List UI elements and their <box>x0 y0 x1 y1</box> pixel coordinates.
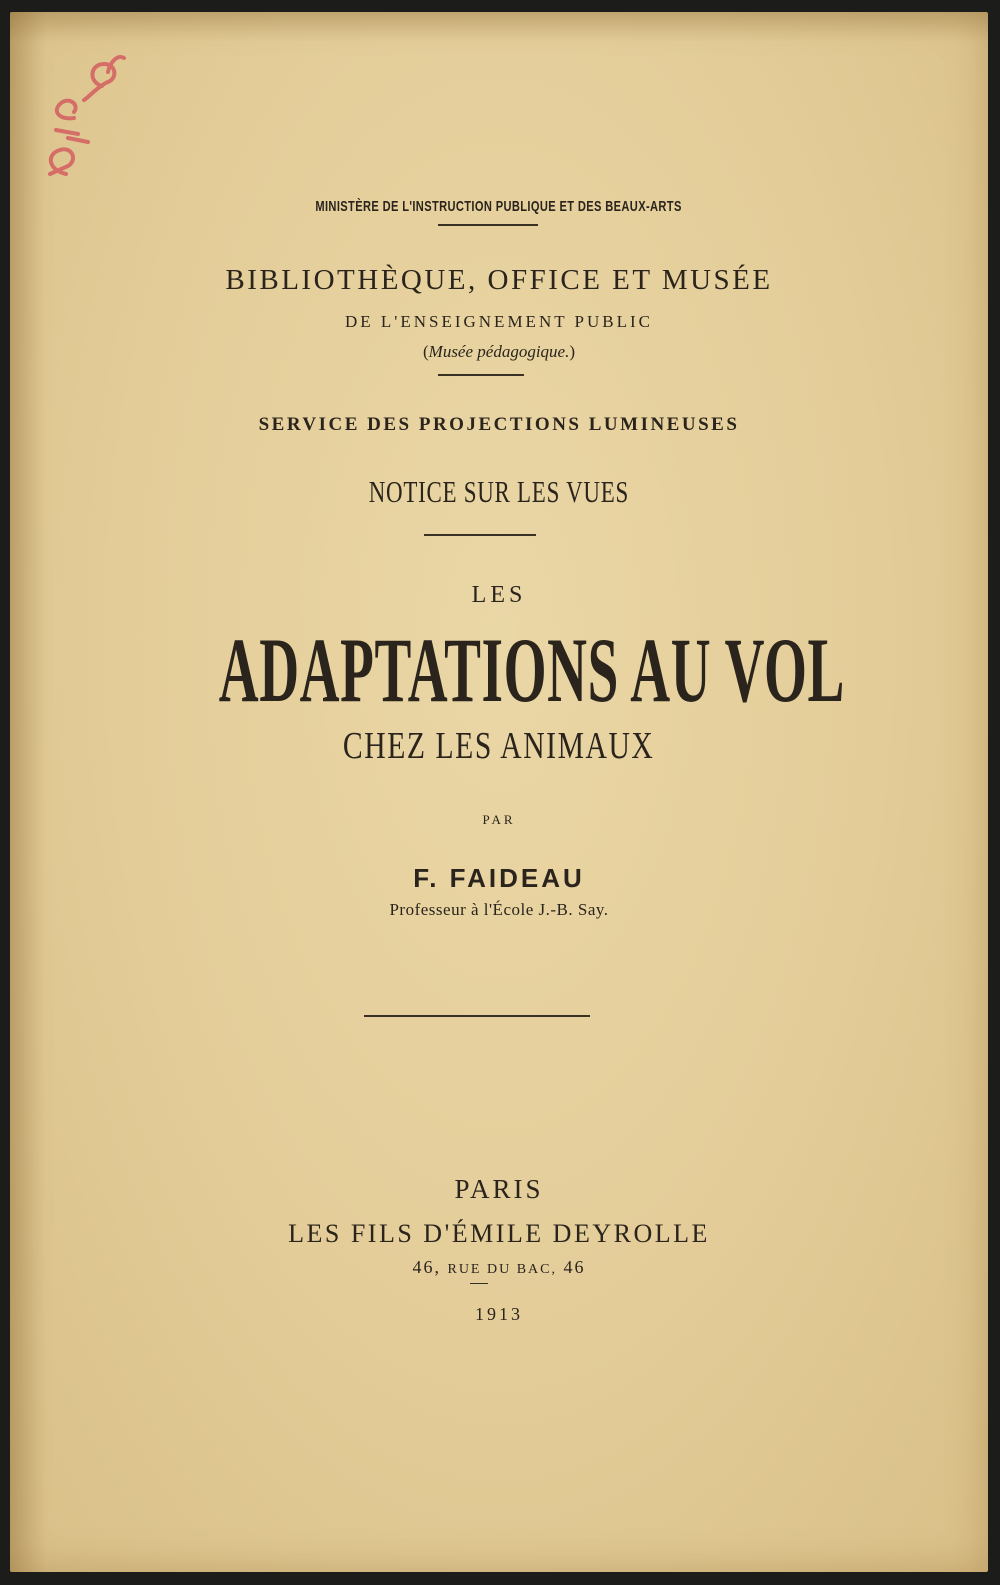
book-title <box>10 619 988 721</box>
address-number: 46, <box>412 1257 441 1277</box>
museum-note-open-paren: ( <box>422 342 429 361</box>
museum-note <box>10 342 988 362</box>
museum-note-close-paren: ) <box>569 342 576 361</box>
address-number: 46 <box>563 1257 586 1277</box>
publication-year: 1913 <box>475 1304 523 1324</box>
publisher-name: LES FILS D'ÉMILE DEYROLLE <box>288 1219 710 1248</box>
title-article: LES <box>471 582 527 608</box>
library-subheading: DE L'ENSEIGNEMENT PUBLIC <box>344 312 654 331</box>
divider-rule <box>424 534 536 536</box>
paper-edge-shadow-top <box>10 12 988 42</box>
museum-note-text: Musée pédagogique. <box>428 342 570 361</box>
book-title-text: ADAPTATIONS AU VOL <box>218 619 845 721</box>
book-subtitle-text: CHEZ LES ANIMAUX <box>343 725 655 767</box>
divider-rule <box>364 1015 590 1017</box>
notice-heading-text: NOTICE SUR LES VUES <box>368 474 630 509</box>
divider-rule <box>438 224 538 226</box>
library-heading: BIBLIOTHÈQUE, OFFICE ET MUSÉE <box>225 264 773 296</box>
book-subtitle <box>10 724 988 768</box>
author-name: F. FAIDEAU <box>413 863 585 893</box>
address-street: RUE DU BAC, <box>447 1262 557 1277</box>
ministry-heading-text: MINISTÈRE DE L'INSTRUCTION PUBLIQUE ET DES BEAUX-ARTS <box>315 198 683 215</box>
paper-edge-shadow-left <box>10 12 46 1572</box>
notice-heading <box>10 474 988 510</box>
service-heading: SERVICE DES PROJECTIONS LUMINEUSES <box>258 414 740 435</box>
ministry-heading <box>10 198 988 215</box>
publication-city: PARIS <box>454 1174 544 1204</box>
handwritten-catalog-number <box>38 42 138 182</box>
divider-rule <box>438 374 524 376</box>
by-label: PAR <box>482 812 516 827</box>
author-affiliation: Professeur à l'École J.-B. Say. <box>389 900 609 919</box>
divider-rule <box>470 1283 488 1284</box>
book-cover <box>10 12 988 1572</box>
publisher-address <box>10 1257 988 1278</box>
